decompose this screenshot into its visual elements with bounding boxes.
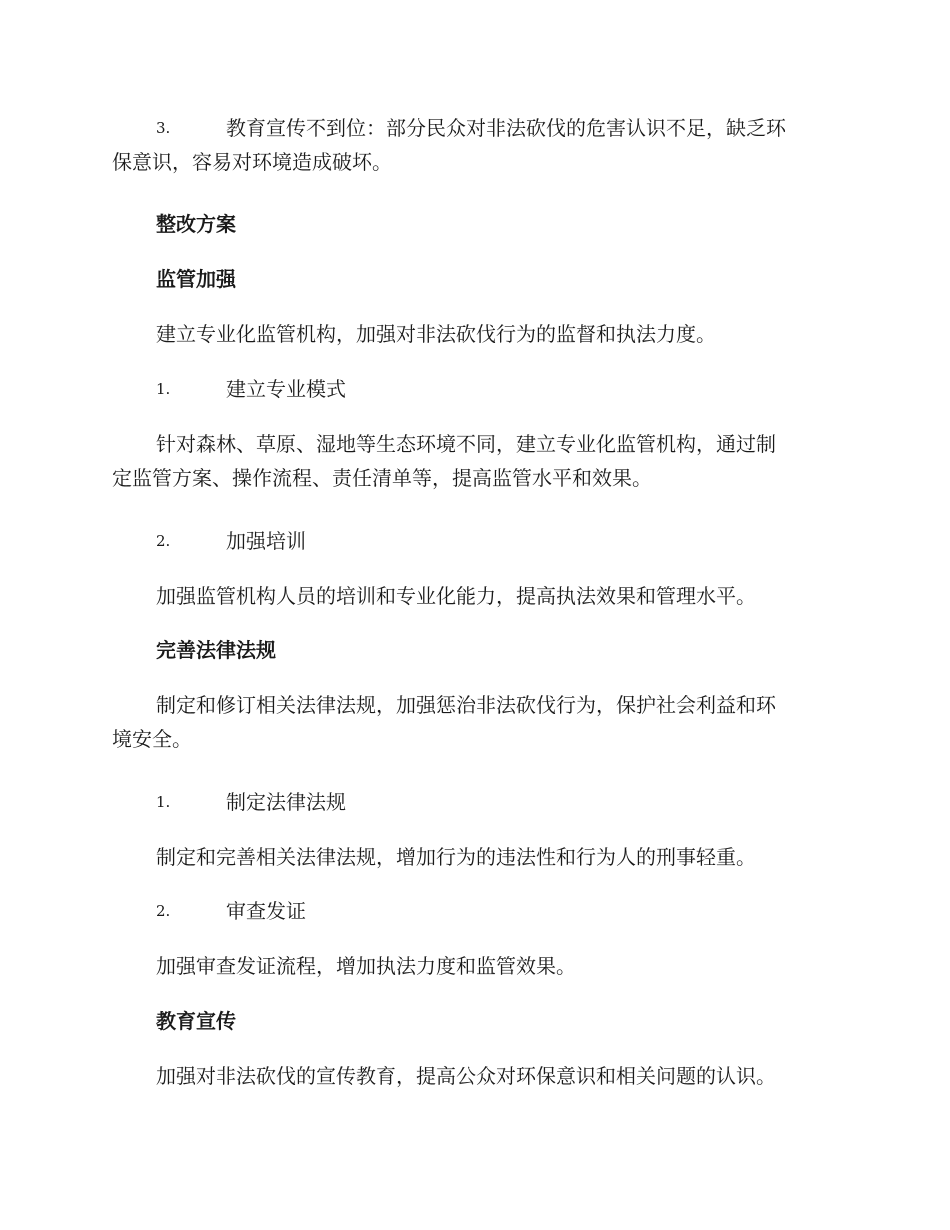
list-item-laws-2 [156,894,886,928]
paragraph-supervision-1-body [112,427,842,495]
heading-supervision: 监管加强 [156,267,236,291]
intro-item-3 [112,111,842,179]
paragraph-education-intro: 加强对非法砍伐的宣传教育，提高公众对环保意识和相关问题的认识。 [156,1064,776,1088]
paragraph-line: 定监管方案、操作流程、责任清单等，提高监管水平和效果。 [112,466,652,490]
heading-education: 教育宣传 [156,1009,236,1033]
section-title: 整改方案 [156,212,236,236]
list-item-supervision-1 [156,372,886,406]
list-item-laws-1 [156,785,886,819]
list-number: 2. [156,902,171,920]
paragraph-supervision-2-body: 加强监管机构人员的培训和专业化能力，提高执法效果和管理水平。 [156,584,756,608]
list-item-text-line1: 教育宣传不到位：部分民众对非法砍伐的危害认识不足，缺乏环 [226,116,786,140]
paragraph-laws-intro [112,688,842,756]
list-item-title: 审查发证 [226,899,306,923]
paragraph-laws-2-body: 加强审查发证流程，增加执法力度和监管效果。 [156,954,576,978]
list-number: 1. [156,380,171,398]
paragraph-line: 制定和修订相关法律法规，加强惩治非法砍伐行为，保护社会利益和环 [156,693,776,717]
list-number: 1. [156,793,171,811]
paragraph-laws-1-body: 制定和完善相关法律法规，增加行为的违法性和行为人的刑事轻重。 [156,845,756,869]
heading-laws: 完善法律法规 [156,638,276,662]
list-item-text-line2: 保意识，容易对环境造成破坏。 [112,150,392,174]
paragraph-supervision-intro: 建立专业化监管机构，加强对非法砍伐行为的监督和执法力度。 [156,322,716,346]
list-item-title: 制定法律法规 [226,790,346,814]
list-number: 2. [156,532,171,550]
paragraph-line: 针对森林、草原、湿地等生态环境不同，建立专业化监管机构，通过制 [156,432,776,456]
paragraph-line: 境安全。 [112,727,192,751]
list-number: 3. [156,119,171,137]
list-item-supervision-2 [156,524,886,558]
list-item-title: 加强培训 [226,529,306,553]
list-item-title: 建立专业模式 [226,377,346,401]
